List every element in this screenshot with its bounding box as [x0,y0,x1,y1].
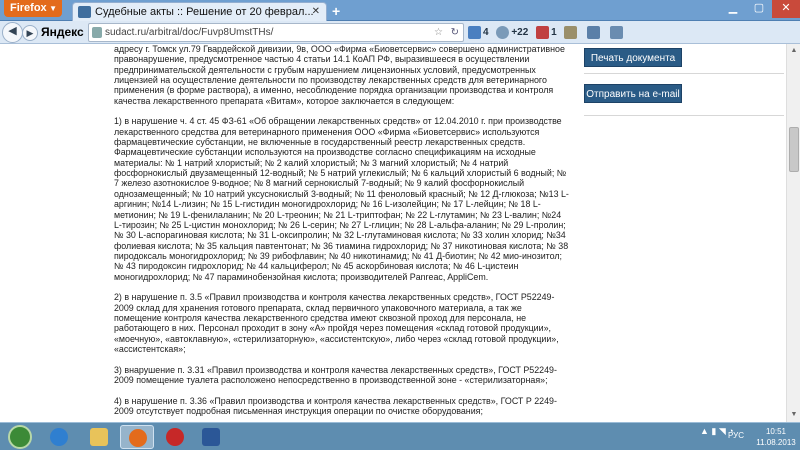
vertical-scrollbar[interactable] [786,44,800,422]
clock[interactable] [754,426,798,448]
new-tab-button[interactable]: + [332,3,341,19]
internet-explorer-icon [50,428,68,446]
taskbar-explorer[interactable] [82,425,116,449]
bookmark-star-icon[interactable]: ☆ [434,27,443,38]
back-button[interactable]: ◀ [2,22,23,43]
yandex-logo[interactable] [41,24,84,41]
url-bar[interactable] [88,23,464,42]
scroll-up-icon[interactable]: ▲ [790,47,798,54]
start-button[interactable] [8,425,32,449]
power-icon [166,428,184,446]
mail-addon[interactable] [468,24,489,41]
paragraph: 1) в нарушение ч. 4 ст. 45 ФЗ-61 «Об обращении лекарственных средств» от 12.04.2010 г. при производстве лекарственного средства для ветеринарного применения ООО «Фирма «Биоветсервис» используются фармацевтические субстанции, не включенные в государственный реестр лекарственных средств. Фармацевтические субстанции используются на производстве согласно спецификациям на исходные материалы: № 1 натрий хлористый; № 2 калий хлористый; № 3 магний хлористый; № 4 натрий фосфорнокислый двузамещенный 12-водный; № 5 натрий углекислый; № 6 кальций хлористый 6 водный; № 7 железо азотнокислое 9-водное; № 8 магний сернокислый 7-водный; № 9 калий фосфорнокислый однозамещенный; № 10 натрий уксуснокислый 3-водный; № 11 феноловый красный; № 12 Д-глюкоза; №13 L-аргинин; №14 L-лизин; № 15 L-гистидин моногидрохлорид; № 16 L-изолейцин; № 17 L-лейцин; № 18 L-метионин; № 19 L-фенилаланин; № 20 L-треонин; № 21 L-триптофан; № 22 L-глутамин; № 23 L-валин; №24 L-тирозин; № 25 L-цистин монохлорид; № 26 L-серин; № 27 L-глицин; № 28 L-альфа-аланин; № 29 L-пролин; № 30 L-аспорагиновая кислота; № 31 L-оксипролин; № 32 L-глутаминовая кислота; № 33 холин хлорид; №34 фолиевая кислота; № 35 кальция павтентонат; № 36 тиамина гидрохлорид; № 37 никотиновая кислота; № 38 пиродоксаль моногидрохлорид; № 39 рибофлавин; № 40 никотинамид; № 41 Д-биотин; № 42 мио-инозитол; № 43 пиродоксин гидрохлорид; № 44 кальциферол; № 45 аскорбиновая кислота; № 46 L-цистеин моногидрохлорид; № 47 параминобензойная кислота; производителей Panreac, AppliCem. [114,116,569,282]
folder-icon [90,428,108,446]
right-sidebar [572,44,786,422]
time: 10:51 [765,427,787,436]
maximize-button[interactable]: ▢ [753,2,765,14]
date: 11.08.2013 [756,438,796,447]
download-icon[interactable] [587,24,602,41]
system-tray-icons[interactable]: ▲ ▮ ◥ ◔ [700,426,734,436]
taskbar-word[interactable] [194,425,228,449]
paragraph: 4) в нарушение п. 3.36 «Правил производства и контроля качества лекарственных средств», ГОСТ Р 2249-2009 отсутствует подробная письменная инструкция операции по очистке оборудования; [114,395,557,417]
firefox-menu-button[interactable] [4,0,62,17]
divider [584,115,784,116]
page-content [0,44,786,422]
left-margin [0,44,110,422]
mail-count: 4 [483,27,489,38]
yandex-brand: Яндекс [41,25,84,39]
title-bar [0,0,800,21]
windows-taskbar [0,422,800,450]
bookmarks-icon[interactable] [564,24,579,41]
minimize-button[interactable]: ▁ [728,2,738,14]
language-indicator[interactable]: РУС [728,431,745,440]
notifications-addon[interactable] [536,24,557,41]
home-icon[interactable] [610,24,625,41]
weather-value: +22 [511,27,529,38]
chevron-down-icon: ▼ [49,4,57,13]
divider [584,73,784,74]
word-icon [202,428,220,446]
forward-button[interactable]: ▶ [22,25,38,41]
paragraph: адресу г. Томск ул.79 Гвардейской дивизии, 9в, ООО «Фирма «Биоветсервис» совершено административное правонарушение, предусмотренное частью 4 статьи 14.1 КоАП РФ, выразившееся в осуществлении предпринимательской деятельности с грубым нарушением лицензионных условий, предусмотренных лицензией на осуществление деятельности по производству лекарственных средств для ветеринарного применения (в форме раствора), а именно, несоблюдение порядка организации производства и контроля качества лекарственного препарата «Витам», которое заключается в следующем: [114,44,565,106]
browser-tab[interactable] [72,2,327,21]
close-tab-icon[interactable]: ✕ [311,6,320,17]
print-document-button[interactable]: Печать документа [584,48,682,67]
firefox-menu-label: Firefox [10,2,47,14]
email-document-button[interactable]: Отправить на e-mail [584,84,682,103]
close-window-button[interactable]: ✕ [772,0,800,18]
taskbar-firefox[interactable] [120,425,154,449]
site-identity-icon [92,27,102,38]
navigation-toolbar [0,21,800,44]
reload-icon[interactable]: ↻ [450,27,459,38]
firefox-icon [129,429,147,447]
notifications-count: 1 [551,27,557,38]
tab-title: Судебные акты :: Решение от 20 феврал... [95,6,314,18]
document-text [114,44,569,422]
weather-addon[interactable] [496,24,528,41]
taskbar-app[interactable] [158,425,192,449]
paragraph: 2) в нарушение п. 3.5 «Правил производства и контроля качества лекарственных средств», ГОСТ Р52249-2009 склад для хранения готового препарата, склад первичного упаковочного материала, а так же помещение контроля качества лекарственного средства имеют сквозной проход для персонала, не работающего в них. Персонал проходит в зону «А» пройдя через помещения «склад готовой продукции», «моечную», «автоклавную», «стерилизаторную», «ассистентскую», либо через «склад готовой продукции», «ассистентская»; [114,292,559,354]
scrollbar-thumb[interactable] [789,127,799,172]
taskbar-ie[interactable] [42,425,76,449]
addon-toolbar [468,24,630,41]
url-text: sudact.ru/arbitral/doc/Fuvp8UmstTHs/ [105,27,274,38]
site-favicon-icon [78,6,91,18]
scroll-down-icon[interactable]: ▼ [790,411,798,418]
paragraph: 3) внарушение п. 3.31 «Правил производства и контроля качества лекарственных средств», ГОСТ Р52249-2009 помещение туалета расположено непосредственно в производственной зоне - «стерилизаторная»; [114,364,557,385]
